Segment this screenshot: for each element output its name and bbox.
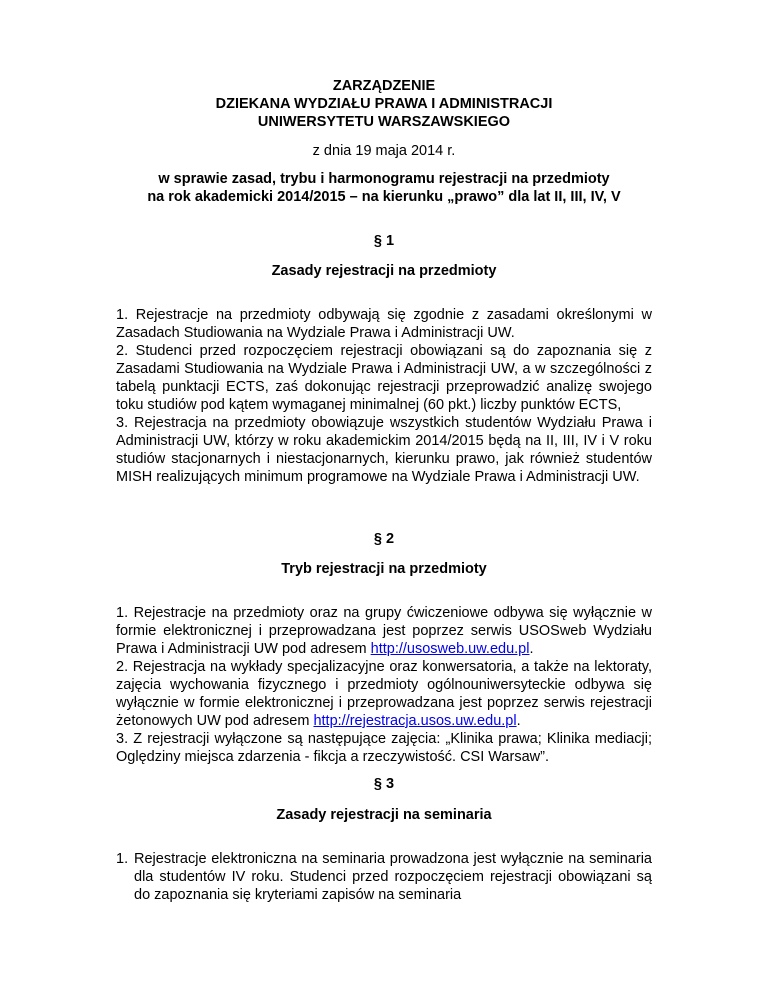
section-3-number: § 3 [373,776,395,792]
list-item-text: Rejestracje elektroniczna na seminaria prowadzona jest wyłącznie na seminaria dla studentów IV roku. Studenci przed rozpoczęciem rejestracji obowiązani są do zapoznania się kryteriami zapisów na seminaria [134,851,652,903]
section-2-paragraph-1 [116,604,652,658]
list-item-number: 1. [116,851,129,867]
section-1-paragraph-3: 3. Rejestracja na przedmioty obowiązuje wszystkich studentów Wydziału Prawa i Administracji UW, którzy w roku akademickim 2014/2015 będą na II, III, IV i V roku studiów stacjonarnych i niestacjonarnych, kierunku prawo, jak również studentów MISH realizujących minimum programowe na Wydziale Prawa i Administracji UW. [116,415,652,485]
section-1-number: § 1 [373,233,395,249]
section-2-body [116,604,652,766]
section-2-paragraph-1-text: 1. Rejestracje na przedmioty oraz na grupy ćwiczeniowe odbywa się wyłącznie w formie elektronicznej i przeprowadzana jest poprzez serwis USOSweb Wydziału Prawa i Administracji UW pod adresem [116,605,652,657]
usosweb-link[interactable]: http://usosweb.uw.edu.pl [370,641,530,657]
document-date: z dnia 19 maja 2014 r. [312,143,456,159]
section-2-paragraph-2-end: . [516,713,521,729]
section-1-paragraph-2: 2. Studenci przed rozpoczęciem rejestracji obowiązani są do zapoznania się z Zasadami Studiowania na Wydziale Prawa i Administracji UW, a w szczególności z tabelą punktacji ECTS, zaś dokonując rejestracji przeprowadzić analizę swojego toku studiów pod kątem wymaganej minimalnej (60 pkt.) liczby punktów ECTS, [116,343,652,413]
section-1-body [116,306,652,486]
section-1-paragraph-1: 1. Rejestracje na przedmioty odbywają się zgodnie z zasadami określonymi w Zasadach Studiowania na Wydziale Prawa i Administracji UW. [116,307,652,341]
section-2-paragraph-2-text: 2. Rejestracja na wykłady specjalizacyjne oraz konwersatoria, a także na lektoraty, zajęcia wychowania fizycznego i przedmioty ogólnouniwersyteckie odbywa się wyłącznie w formie elektronicznej i przeprowadzana jest poprzez serwis rejestracji żetonowych UW pod adresem [116,659,652,729]
university-heading: UNIWERSYTETU WARSZAWSKIEGO [257,114,511,130]
section-3-title: Zasady rejestracji na seminaria [276,807,492,823]
rejestracja-link[interactable]: http://rejestracja.usos.uw.edu.pl [313,713,517,729]
issuer-heading: DZIEKANA WYDZIAŁU PRAWA I ADMINISTRACJI [215,96,553,112]
section-2-paragraph-3: 3. Z rejestracji wyłączone są następujące zajęcia: „Klinika prawa; Klinika mediacji; Oględziny miejsca zdarzenia - fikcja a rzeczywistość. CSI Warsaw”. [116,731,652,765]
section-2-paragraph-1-end: . [529,641,534,657]
section-1-title: Zasady rejestracji na przedmioty [271,263,497,279]
subject-line-2: na rok akademicki 2014/2015 – na kierunku „prawo” dla lat II, III, IV, V [147,189,621,205]
section-3-body [116,850,652,904]
doc-type-heading: ZARZĄDZENIE [332,78,436,94]
list-item [116,850,652,904]
section-2-paragraph-2 [116,658,652,730]
subject-line-1: w sprawie zasad, trybu i harmonogramu rejestracji na przedmioty [158,171,610,187]
section-2-title: Tryb rejestracji na przedmioty [281,561,487,577]
section-2-number: § 2 [373,531,395,547]
